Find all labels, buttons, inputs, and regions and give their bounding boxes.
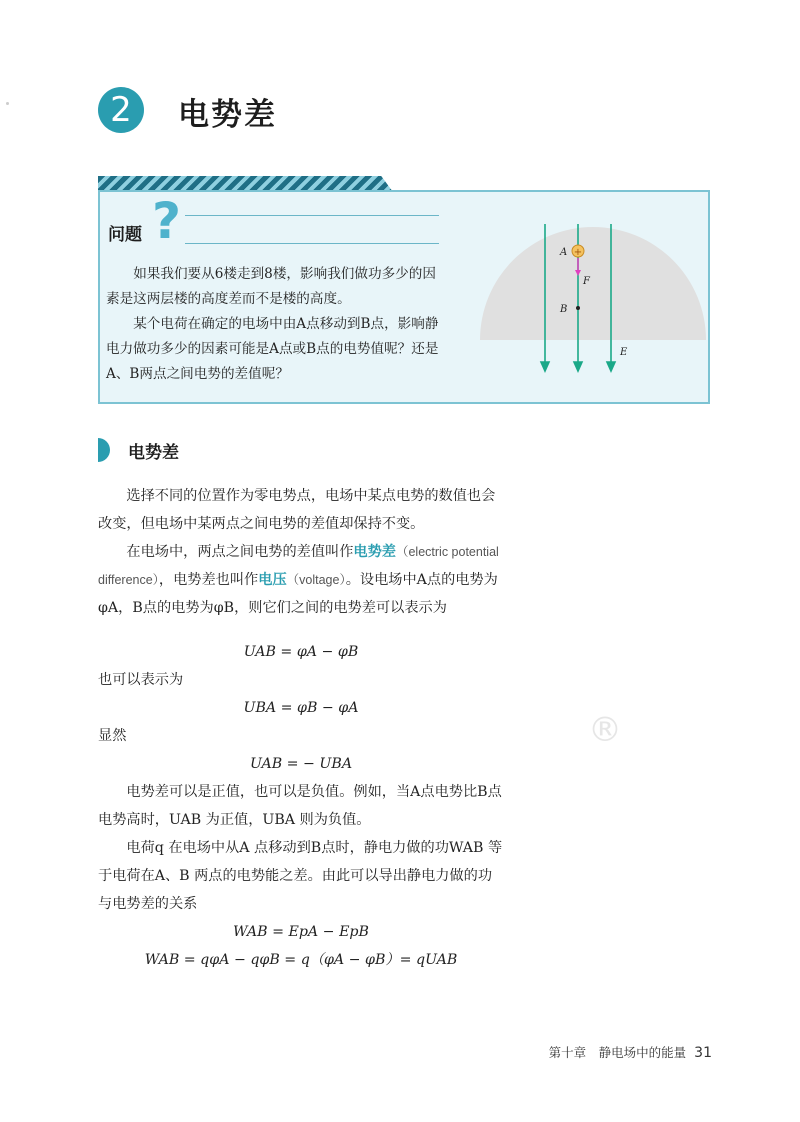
body-text (98, 482, 504, 974)
page-number: 31 (694, 1045, 712, 1061)
label-a: A (560, 247, 568, 258)
term-potential-difference: 电势差 (353, 544, 396, 560)
section-title: 电势差 (178, 97, 277, 133)
electric-field-diagram (478, 214, 708, 386)
body-paragraph: 电势差可以是正值，也可以是负值。例如，当A点电势比B点电势高时，UAB 为正值，UBA 则为负值。 (98, 784, 502, 828)
label-b: B (560, 304, 568, 315)
section-number-badge: 2 (98, 87, 144, 133)
body-paragraph: 选择不同的位置作为零电势点，电场中某点电势的数值也会改变，但电场中某两点之间电势的差值却保持不变。 (98, 488, 496, 532)
formula-uab-neg: UAB = − UBA (249, 756, 353, 772)
subsection-marker (98, 438, 110, 462)
formula-work-energy: WAB = EpA − EpB (233, 924, 369, 940)
term-voltage: 电压 (258, 572, 287, 588)
question-title: 问题 (108, 225, 142, 245)
label-f: F (583, 276, 590, 287)
question-rule-bottom (185, 243, 439, 244)
diagram-background (480, 227, 706, 340)
subsection-title: 电势差 (128, 443, 179, 463)
question-mark-icon: ? (152, 192, 182, 250)
question-text (106, 262, 444, 387)
body-line: 显然 (98, 728, 127, 744)
formula-uba: UBA = φB − φA (243, 700, 359, 716)
body-paragraph: 电荷q 在电场中从A 点移动到B点时，静电力做的功WAB 等于电荷在A、B 两点的电势能之差。由此可以导出静电力做的功与电势差的关系 (98, 840, 503, 912)
point-b-dot (576, 306, 580, 310)
registered-mark: ® (588, 710, 622, 750)
charge-sign: + (573, 247, 583, 258)
question-paragraph: 某个电荷在确定的电场中由A点移动到B点，影响静电力做功多少的因素可能是A点或B点的电势值呢？还是A、B两点之间电势的差值呢？ (106, 316, 439, 382)
body-line: 也可以表示为 (98, 672, 184, 688)
chapter-label: 第十章 静电场中的能量 (548, 1045, 687, 1060)
formula-uab: UAB = φA − φB (243, 644, 359, 660)
body-paragraph-definition: 在电场中，两点之间电势的差值叫作电势差（electric potential difference），电势差也叫作电压（voltage）。设电场中A点的电势为φA，B点的电势为φB，则它们之间的电势差可以表示为 (98, 544, 499, 616)
formula-work-voltage: WAB = qφA − qφB = q（φA − φB）= qUAB (144, 952, 458, 968)
page-footer (549, 1043, 712, 1061)
question-paragraph: 如果我们要从6楼走到8楼，影响我们做功多少的因素是这两层楼的高度差而不是楼的高度。 (106, 266, 436, 307)
label-e: E (620, 347, 628, 358)
page-speck (6, 102, 9, 105)
question-rule-top (185, 215, 439, 216)
